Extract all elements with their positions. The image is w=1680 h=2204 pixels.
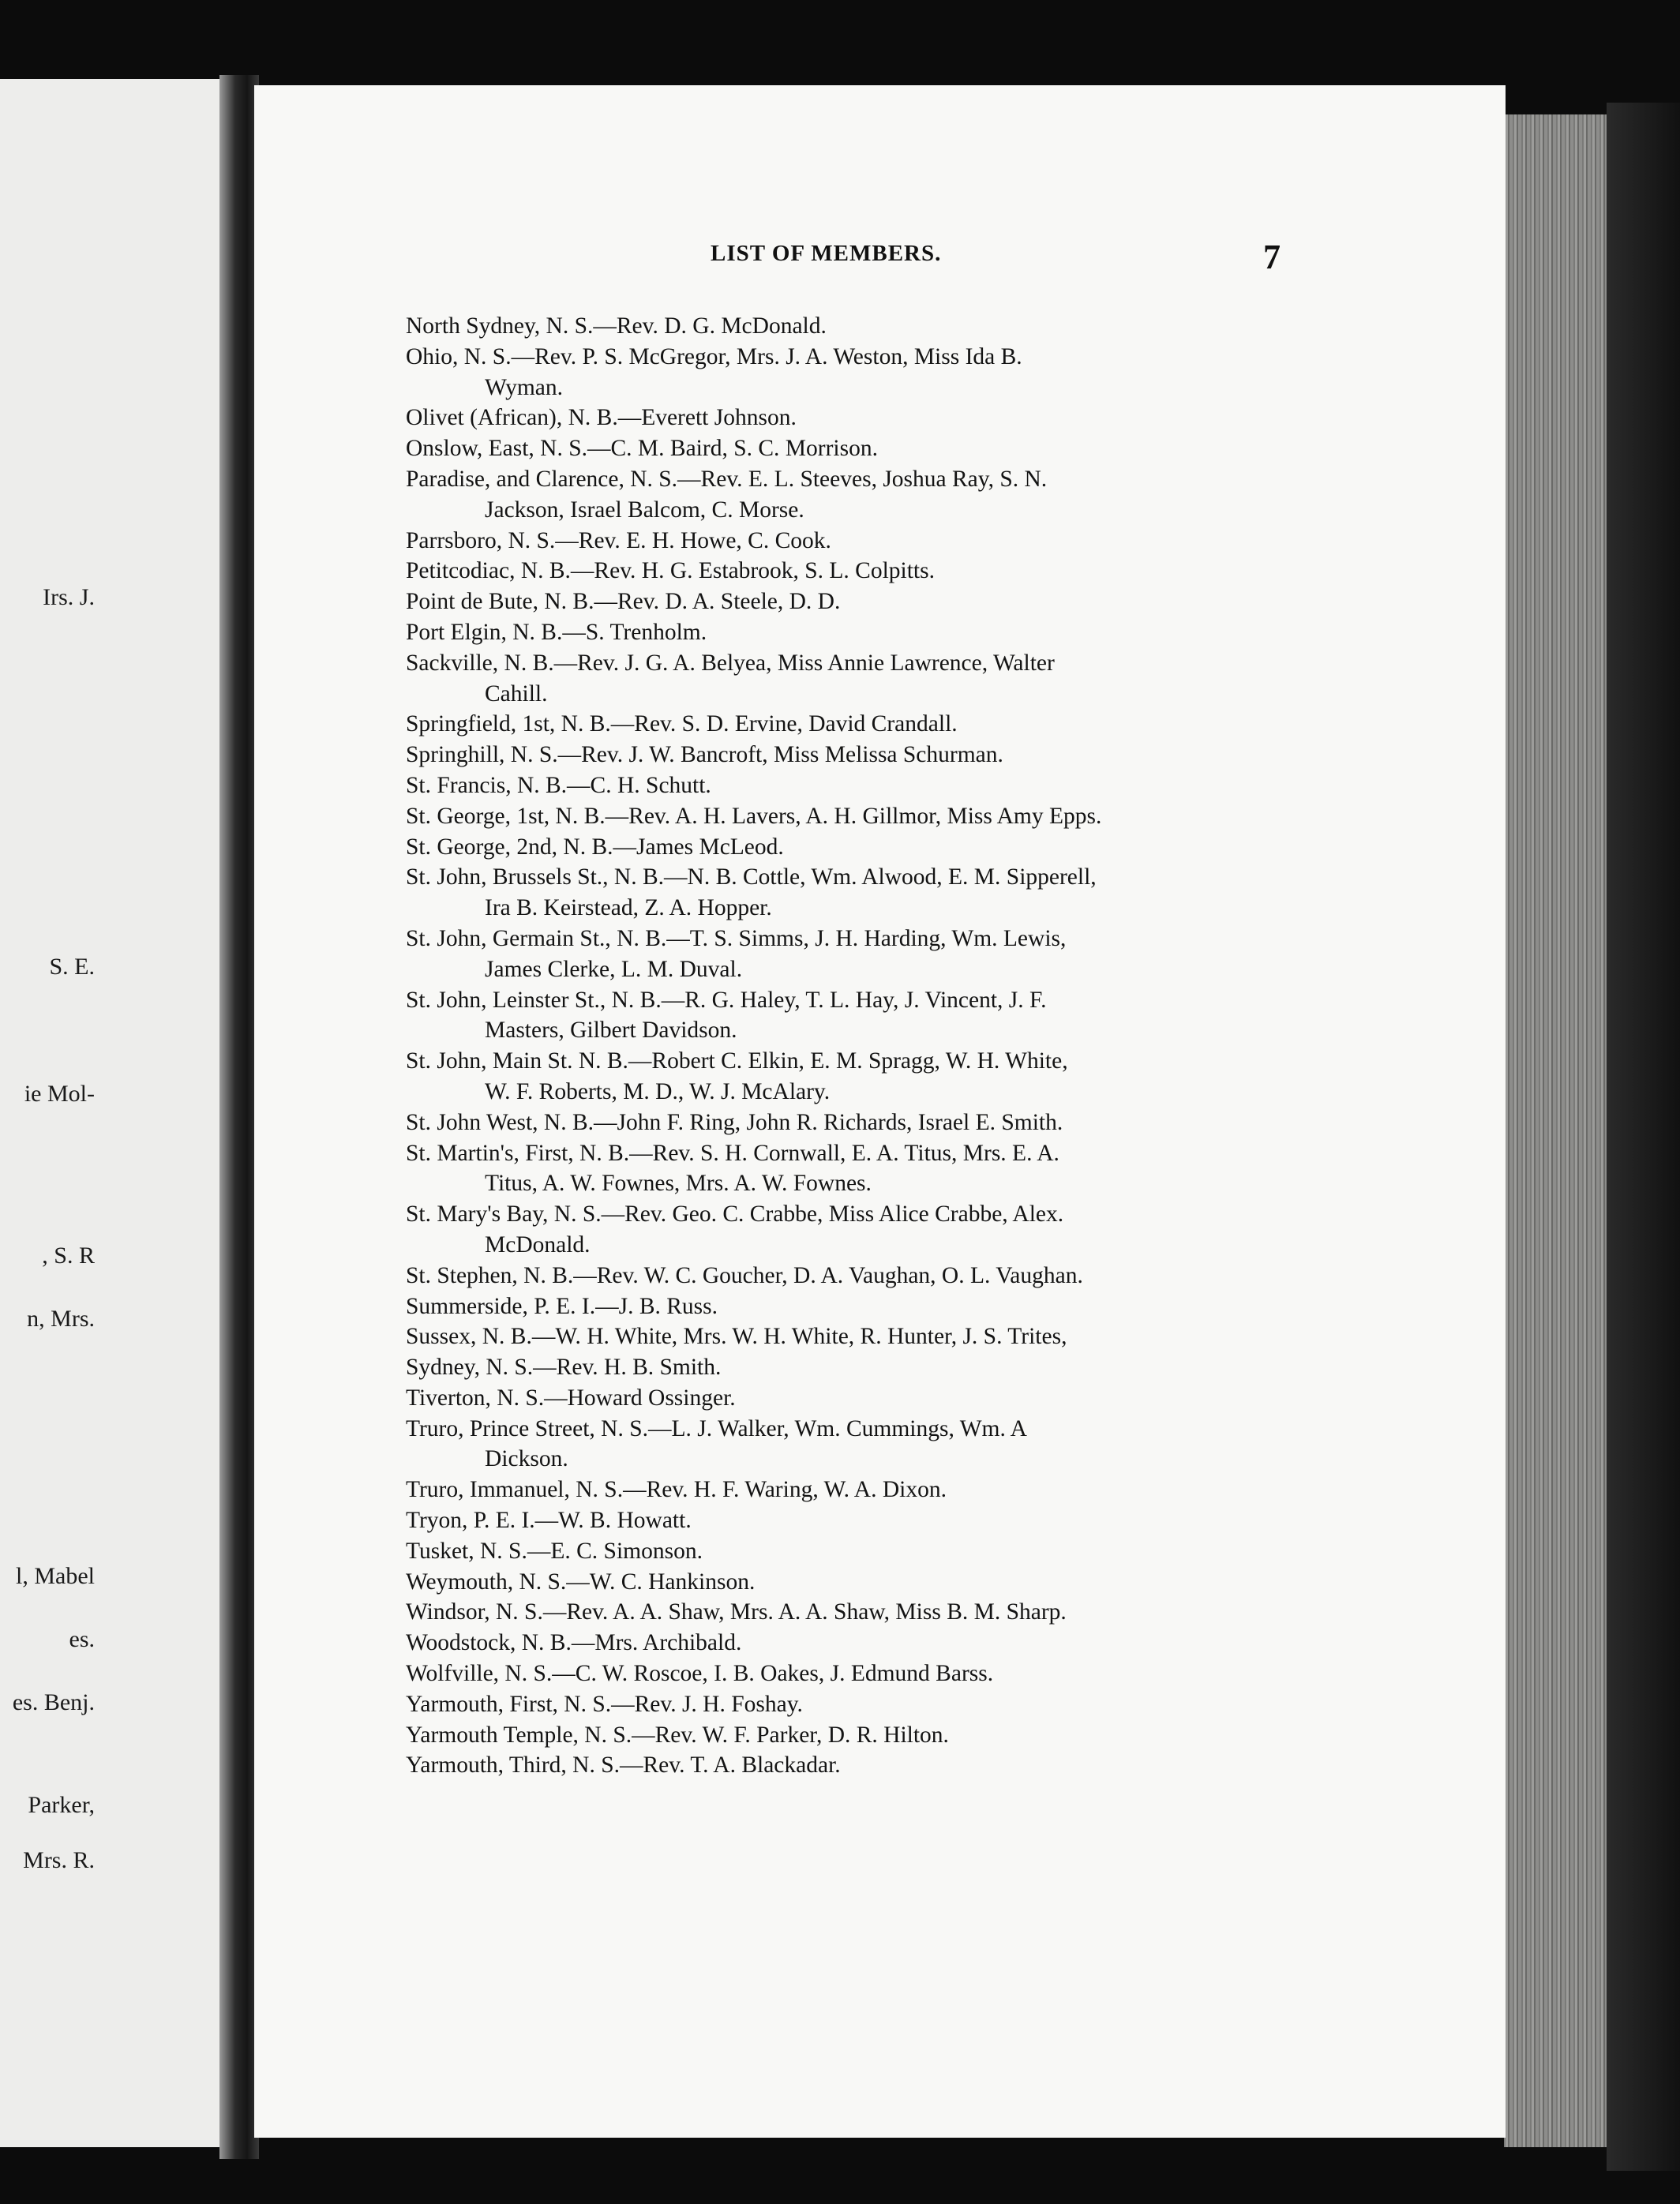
entry-continuation: McDonald.	[485, 1231, 591, 1258]
page-number: 7	[1263, 238, 1281, 276]
entry-text: Yarmouth Temple, N. S.—Rev. W. F. Parker, D. R. Hilton.	[406, 1722, 949, 1748]
member-entry	[406, 1383, 1290, 1414]
left-page-line: es.	[69, 1626, 95, 1652]
member-entry	[406, 648, 1290, 710]
entry-text: St. Stephen, N. B.—Rev. W. C. Goucher, D. A. Vaughan, O. L. Vaughan.	[406, 1262, 1083, 1288]
entry-text: Point de Bute, N. B.—Rev. D. A. Steele, D. D.	[406, 589, 841, 615]
member-entry	[406, 832, 1290, 863]
entry-text: Petitcodiac, N. B.—Rev. H. G. Estabrook, S. L. Colpitts.	[406, 558, 935, 584]
entry-text: Woodstock, N. B.—Mrs. Archibald.	[406, 1630, 742, 1656]
entry-text: St. George, 1st, N. B.—Rev. A. H. Lavers, A. H. Gillmor, Miss Amy Epps.	[406, 803, 1102, 829]
entry-text: Onslow, East, N. S.—C. M. Baird, S. C. Morrison.	[406, 436, 878, 462]
entry-continuation: Jackson, Israel Balcom, C. Morse.	[485, 497, 804, 523]
member-entry	[406, 1321, 1290, 1352]
member-entry	[406, 1659, 1290, 1689]
member-entry	[406, 526, 1290, 557]
member-entry	[406, 709, 1290, 740]
member-entry	[406, 403, 1290, 433]
entry-text: Springfield, 1st, N. B.—Rev. S. D. Ervine, David Crandall.	[406, 711, 958, 737]
entry-text: St. George, 2nd, N. B.—James McLeod.	[406, 834, 784, 860]
entry-text: St. Martin's, First, N. B.—Rev. S. H. Cornwall, E. A. Titus, Mrs. E. A.	[406, 1140, 1059, 1166]
book-cover-edge	[1607, 103, 1680, 2171]
member-entry	[406, 1138, 1290, 1200]
entry-continuation: Ira B. Keirstead, Z. A. Hopper.	[485, 895, 772, 921]
member-entry	[406, 1475, 1290, 1505]
member-entry	[406, 1352, 1290, 1383]
member-entry	[406, 556, 1290, 587]
entry-text: Olivet (African), N. B.—Everett Johnson.	[406, 405, 797, 431]
left-page-line: n, Mrs.	[27, 1306, 95, 1332]
entry-text: Tryon, P. E. I.—W. B. Howatt.	[406, 1508, 692, 1534]
entry-continuation: Masters, Gilbert Davidson.	[485, 1018, 737, 1044]
entry-text: Sussex, N. B.—W. H. White, Mrs. W. H. White, R. Hunter, J. S. Trites,	[406, 1324, 1067, 1350]
entry-continuation: Titus, A. W. Fownes, Mrs. A. W. Fownes.	[485, 1171, 872, 1197]
entry-text: Parrsboro, N. S.—Rev. E. H. Howe, C. Cook.	[406, 527, 831, 553]
page-edge-stack	[1504, 114, 1607, 2147]
member-entry	[406, 1291, 1290, 1322]
entry-text: St. John, Brussels St., N. B.—N. B. Cottle, Wm. Alwood, E. M. Sipperell,	[406, 864, 1097, 890]
member-entry	[406, 1750, 1290, 1781]
entry-text: Weymouth, N. S.—W. C. Hankinson.	[406, 1569, 756, 1595]
member-entry	[406, 1689, 1290, 1720]
entry-text: Springhill, N. S.—Rev. J. W. Bancroft, Miss Melissa Schurman.	[406, 742, 1003, 768]
entry-continuation: Cahill.	[485, 680, 548, 707]
member-entry	[406, 342, 1290, 403]
entry-text: Port Elgin, N. B.—S. Trenholm.	[406, 619, 707, 645]
member-entry	[406, 1414, 1290, 1475]
entry-continuation: W. F. Roberts, M. D., W. J. McAlary.	[485, 1078, 831, 1104]
entry-text: Tusket, N. S.—E. C. Simonson.	[406, 1538, 703, 1564]
entry-text: St. John, Germain St., N. B.—T. S. Simms, J. H. Harding, Wm. Lewis,	[406, 925, 1067, 951]
member-entry	[406, 1536, 1290, 1567]
entry-text: Yarmouth, First, N. S.—Rev. J. H. Foshay.	[406, 1691, 803, 1717]
member-entry	[406, 1505, 1290, 1536]
left-page-fragment	[0, 79, 237, 2147]
left-page-line: Irs. J.	[43, 584, 95, 610]
entry-text: Truro, Prince Street, N. S.—L. J. Walker, Wm. Cummings, Wm. A	[406, 1415, 1027, 1441]
member-entry	[406, 464, 1290, 526]
left-page-line: ie Mol-	[24, 1081, 95, 1107]
entry-text: St. John West, N. B.—John F. Ring, John R. Richards, Israel E. Smith.	[406, 1109, 1063, 1135]
entry-text: Summerside, P. E. I.—J. B. Russ.	[406, 1293, 718, 1319]
entry-text: Truro, Immanuel, N. S.—Rev. H. F. Waring, W. A. Dixon.	[406, 1477, 947, 1503]
left-page-line: Mrs. R.	[23, 1847, 95, 1873]
entry-text: Wolfville, N. S.—C. W. Roscoe, I. B. Oakes, J. Edmund Barss.	[406, 1661, 994, 1687]
left-page-line: S. E.	[49, 954, 95, 980]
member-list	[406, 311, 1290, 1781]
entry-text: St. John, Main St. N. B.—Robert C. Elkin, E. M. Spragg, W. H. White,	[406, 1048, 1068, 1074]
entry-text: North Sydney, N. S.—Rev. D. G. McDonald.	[406, 313, 827, 339]
left-page-line: l, Mabel	[16, 1563, 95, 1589]
entry-text: Ohio, N. S.—Rev. P. S. McGregor, Mrs. J. A. Weston, Miss Ida B.	[406, 343, 1022, 369]
entry-text: Yarmouth, Third, N. S.—Rev. T. A. Blackadar.	[406, 1752, 841, 1779]
member-entry	[406, 587, 1290, 617]
entry-text: St. Mary's Bay, N. S.—Rev. Geo. C. Crabbe, Miss Alice Crabbe, Alex.	[406, 1201, 1064, 1228]
member-entry	[406, 1597, 1290, 1628]
left-page-line: es. Benj.	[12, 1689, 95, 1715]
entry-continuation: Dickson.	[485, 1446, 568, 1472]
member-entry	[406, 1108, 1290, 1138]
member-entry	[406, 1720, 1290, 1751]
member-entry	[406, 740, 1290, 770]
running-head: LIST OF MEMBERS.	[711, 241, 942, 266]
member-entry	[406, 1261, 1290, 1291]
member-entry	[406, 1046, 1290, 1108]
member-entry	[406, 985, 1290, 1047]
book-gutter	[219, 75, 259, 2159]
entry-text: St. John, Leinster St., N. B.—R. G. Haley, T. L. Hay, J. Vincent, J. F.	[406, 987, 1047, 1013]
member-entry	[406, 311, 1290, 342]
entry-text: Sydney, N. S.—Rev. H. B. Smith.	[406, 1355, 722, 1381]
member-entry	[406, 924, 1290, 985]
entry-continuation: James Clerke, L. M. Duval.	[485, 956, 743, 982]
member-entry	[406, 433, 1290, 464]
entry-text: Paradise, and Clarence, N. S.—Rev. E. L. Steeves, Joshua Ray, S. N.	[406, 466, 1048, 492]
member-entry	[406, 801, 1290, 832]
left-page-line: Parker,	[28, 1792, 95, 1818]
left-page-line: , S. R	[42, 1243, 95, 1269]
entry-text: St. Francis, N. B.—C. H. Schutt.	[406, 772, 711, 798]
entry-continuation: Wyman.	[485, 374, 563, 400]
entry-text: Sackville, N. B.—Rev. J. G. A. Belyea, Miss Annie Lawrence, Walter	[406, 650, 1055, 676]
member-entry	[406, 862, 1290, 924]
member-entry	[406, 617, 1290, 648]
member-entry	[406, 1628, 1290, 1659]
member-entry	[406, 770, 1290, 801]
member-entry	[406, 1199, 1290, 1261]
member-entry	[406, 1567, 1290, 1598]
entry-text: Tiverton, N. S.—Howard Ossinger.	[406, 1385, 736, 1411]
entry-text: Windsor, N. S.—Rev. A. A. Shaw, Mrs. A. A. Shaw, Miss B. M. Sharp.	[406, 1599, 1067, 1625]
